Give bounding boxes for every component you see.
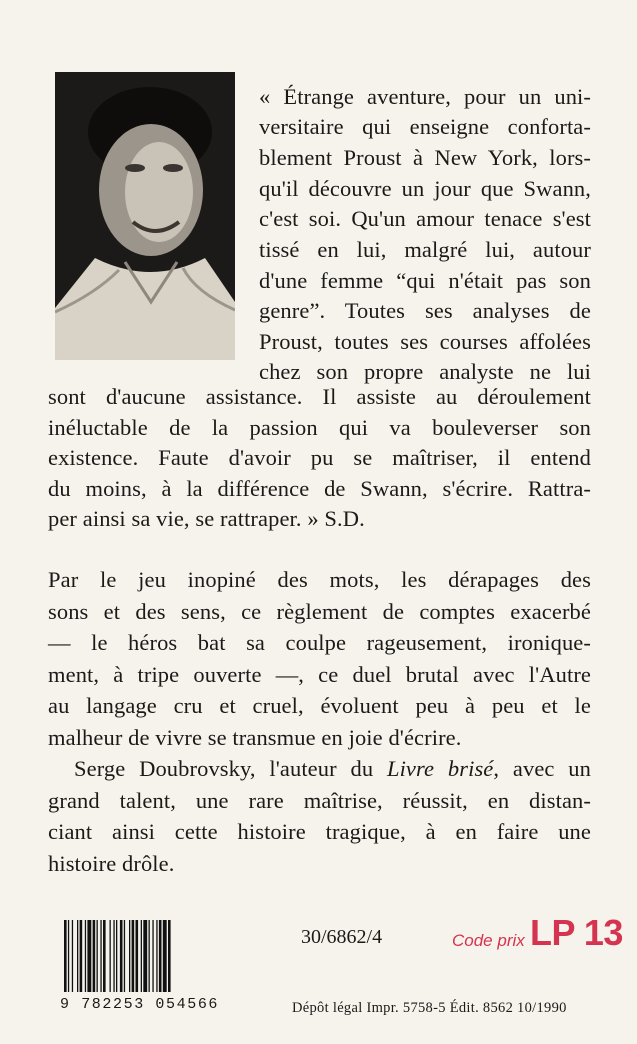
paragraph-line: ciant ainsi cette histoire tragique, à en faire une	[48, 819, 591, 844]
paragraph-line: Serge Doubrovsky, l'auteur du Livre brisé, avec un	[74, 756, 591, 781]
barcode-bar	[80, 920, 83, 992]
barcode-bar	[141, 920, 142, 992]
paragraph-line: malheur de vivre se transmue en joie d'écrire.	[48, 725, 462, 750]
barcode-bar	[143, 920, 147, 992]
paragraph-line: grand talent, une rare maîtrise, réussit, en distan-	[48, 788, 591, 813]
quote-line: tissé en lui, malgré lui, autour	[259, 237, 591, 262]
barcode-bars	[60, 920, 238, 992]
barcode-bar	[68, 920, 69, 992]
quote-line: inéluctable de la passion qui va bouleverser son	[48, 415, 591, 440]
barcode-bar	[156, 920, 157, 992]
quote-line: chez son propre analyste ne lui	[259, 359, 591, 384]
barcode-bar	[97, 920, 98, 992]
barcode-bar	[85, 920, 86, 992]
paragraph-line: Par le jeu inopiné des mots, les dérapages des	[48, 567, 591, 592]
barcode-bar	[159, 920, 162, 992]
barcode-bar	[120, 920, 123, 992]
quote-line: « Étrange aventure, pour un uni-	[259, 84, 591, 109]
barcode-bar	[64, 920, 67, 992]
barcode-bar	[116, 920, 117, 992]
author-photo	[55, 72, 235, 360]
isbn-number: 9 782253 054566	[60, 996, 220, 1013]
quote-line: genre”. Toutes ses analyses de	[259, 298, 591, 323]
barcode-bar	[113, 920, 114, 992]
quote-line: sont d'aucune assistance. Il assiste au déroulement	[48, 384, 591, 409]
barcode-bar	[77, 920, 78, 992]
barcode-bar	[152, 920, 153, 992]
book-title: Livre brisé	[386, 756, 494, 781]
barcode-bar	[93, 920, 96, 992]
barcode-bar	[132, 920, 135, 992]
legal-deposit: Dépôt légal Impr. 5758-5 Édit. 8562 10/1990	[292, 1000, 567, 1016]
quote-line: blement Proust à New York, lors-	[259, 145, 591, 170]
quote-line: versitaire qui enseigne conforta-	[259, 114, 591, 139]
quote-line: per ainsi sa vie, se rattraper. » S.D.	[48, 506, 365, 531]
code-number: 30/6862/4	[301, 926, 383, 948]
quote-line: qu'il découvre un jour que Swann,	[259, 176, 591, 201]
code-prix-label: Code prix	[452, 931, 525, 950]
quote-line: Proust, toutes ses courses affolées	[259, 329, 591, 354]
price-code: LP 13	[530, 912, 623, 953]
paragraph-line: — le héros bat sa coulpe rageusement, ironique-	[48, 630, 591, 655]
barcode-bar	[110, 920, 111, 992]
barcode-bar	[103, 920, 106, 992]
paragraph-line: ment, à tripe ouverte —, ce duel brutal avec l'Autre	[48, 662, 591, 687]
quote-line: c'est soi. Qu'un amour tenace s'est	[259, 206, 591, 231]
quote-line: du moins, à la différence de Swann, s'écrire. Rattra-	[48, 476, 591, 501]
barcode-bar	[129, 920, 130, 992]
barcode-bar	[163, 920, 167, 992]
paragraph-line: au langage cru et cruel, évoluent peu à peu et le	[48, 693, 591, 718]
barcode-bar	[100, 920, 101, 992]
barcode	[60, 920, 238, 1015]
quote-line: existence. Faute d'avoir pu se maîtriser, il entend	[48, 445, 591, 470]
barcode-bar	[136, 920, 139, 992]
quote-line: d'une femme “qui n'était pas son	[259, 268, 591, 293]
barcode-bar	[124, 920, 125, 992]
barcode-bar	[149, 920, 150, 992]
paragraph-line: histoire drôle.	[48, 851, 175, 876]
paragraph-line: sons et des sens, ce règlement de comptes exacerbé	[48, 599, 591, 624]
barcode-bar	[168, 920, 171, 992]
barcode-bar	[72, 920, 73, 992]
barcode-bar	[87, 920, 91, 992]
